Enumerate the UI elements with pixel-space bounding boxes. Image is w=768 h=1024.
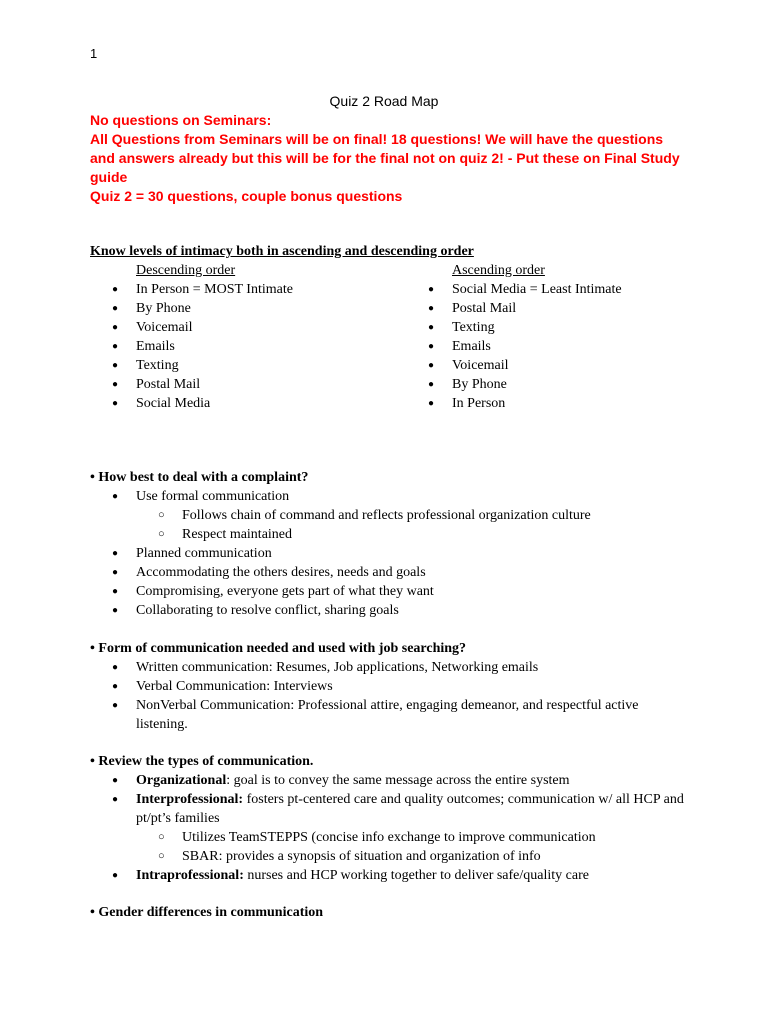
page-title: Quiz 2 Road Map — [329, 93, 439, 109]
list-item: ● NonVerbal Communication: Professional attire, engaging demeanor, and respectful active — [90, 696, 690, 715]
types-heading: • Review the types of communication. — [90, 754, 314, 769]
red-note-line: Quiz 2 = 30 questions, couple bonus questions — [90, 188, 403, 204]
list-item: ● Postal Mail — [406, 299, 706, 318]
list-item — [90, 866, 690, 885]
intimacy-heading: Know levels of intimacy both in ascending and descending order — [90, 244, 474, 259]
job-list — [90, 658, 690, 734]
sub-list-item: ○ SBAR: provides a synopsis of situation and organization of info — [90, 847, 690, 866]
list-item: ● Voicemail — [406, 356, 706, 375]
gender-heading: • Gender differences in communication — [90, 905, 324, 920]
list-item: ● Collaborating to resolve conflict, sharing goals — [90, 601, 690, 620]
descending-column — [90, 261, 410, 413]
types-section — [90, 752, 690, 885]
descending-title: Descending order — [136, 263, 236, 278]
sub-list-item: ○ Respect maintained — [90, 525, 690, 544]
interprofessional-label: Interprofessional: — [136, 792, 244, 807]
red-note-line: guide — [90, 169, 128, 185]
list-item: ● Emails — [406, 337, 706, 356]
list-item: ● In Person = MOST Intimate — [90, 280, 410, 299]
list-item: ● Social Media = Least Intimate — [406, 280, 706, 299]
sub-list-item: ○ Utilizes TeamSTEPPS (concise info exchange to improve communication — [90, 828, 690, 847]
complaint-heading: • How best to deal with a complaint? — [90, 470, 309, 485]
list-item — [90, 790, 690, 809]
red-note-line: All Questions from Seminars will be on final! 18 questions! We will have the questions — [90, 131, 664, 147]
complaint-list — [90, 487, 690, 620]
list-item: ● Compromising, everyone gets part of what they want — [90, 582, 690, 601]
list-item: ● Postal Mail — [90, 375, 410, 394]
list-item: ● By Phone — [90, 299, 410, 318]
types-list — [90, 771, 690, 885]
red-note-line: No questions on Seminars: — [90, 112, 272, 128]
ascending-title: Ascending order — [452, 263, 545, 278]
organizational-text: : goal is to convey the same message across the entire system — [226, 773, 570, 788]
page-number: 1 — [90, 46, 98, 61]
list-item: ● In Person — [406, 394, 706, 413]
list-item: ● Texting — [90, 356, 410, 375]
list-item: ● Social Media — [90, 394, 410, 413]
complaint-section — [90, 468, 690, 620]
list-item — [90, 771, 690, 790]
interprofessional-text: fosters pt-centered care and quality outcomes; communication w/ all HCP and — [243, 792, 684, 807]
job-section — [90, 639, 690, 734]
list-item: ● Use formal communication — [90, 487, 690, 506]
sub-list-item: ○ Follows chain of command and reflects professional organization culture — [90, 506, 690, 525]
intraprofessional-text: nurses and HCP working together to deliver safe/quality care — [243, 868, 589, 883]
list-item: ● Texting — [406, 318, 706, 337]
ascending-column — [406, 261, 706, 413]
list-item-continuation: pt/pt’s families — [136, 811, 220, 826]
list-item: ● By Phone — [406, 375, 706, 394]
descending-list — [90, 280, 410, 413]
red-note-line: and answers already but this will be for the final not on quiz 2! - Put these on Final Study — [90, 150, 680, 166]
list-item: ● Planned communication — [90, 544, 690, 563]
intraprofessional-label: Intraprofessional: — [136, 868, 244, 883]
list-item: ● Accommodating the others desires, needs and goals — [90, 563, 690, 582]
list-item: ● Emails — [90, 337, 410, 356]
list-item: ● Verbal Communication: Interviews — [90, 677, 690, 696]
red-notes — [90, 111, 690, 206]
job-heading: • Form of communication needed and used with job searching? — [90, 641, 467, 656]
list-item-continuation: listening. — [136, 717, 188, 732]
list-item: ● Written communication: Resumes, Job applications, Networking emails — [90, 658, 690, 677]
organizational-label: Organizational — [136, 773, 227, 788]
gender-section — [90, 903, 690, 922]
list-item: ● Voicemail — [90, 318, 410, 337]
ascending-list — [406, 280, 706, 413]
